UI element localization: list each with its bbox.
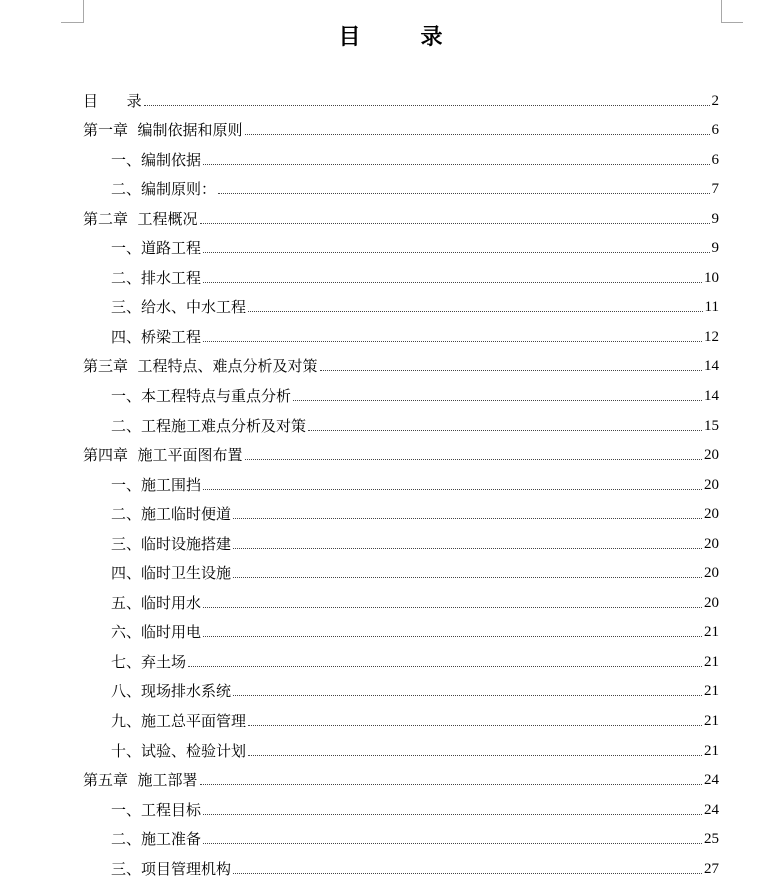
toc-dot-leader	[203, 281, 702, 283]
toc-entry[interactable]	[83, 582, 719, 612]
toc-dot-leader	[203, 251, 709, 253]
toc-entry-page-number: 27	[704, 860, 719, 877]
toc-entry-page-number: 24	[704, 772, 719, 789]
toc-dot-leader	[218, 192, 709, 194]
toc-entry[interactable]	[83, 287, 719, 317]
toc-entry[interactable]	[83, 435, 719, 465]
toc-entry[interactable]	[83, 80, 719, 110]
toc-dot-leader	[233, 547, 702, 549]
toc-entry-page-number: 21	[704, 683, 719, 700]
toc-entry[interactable]	[83, 346, 719, 376]
toc-entry-page-number: 21	[704, 624, 719, 641]
toc-entry-label: 一、道路工程	[111, 239, 202, 258]
toc-entry-page-number: 9	[711, 210, 719, 227]
toc-entry-page-number: 20	[704, 535, 719, 552]
toc-entry-page-number: 11	[704, 299, 719, 316]
toc-entry-page-number: 12	[704, 328, 719, 345]
toc-entry[interactable]	[83, 819, 719, 849]
toc-entry-page-number: 25	[704, 831, 719, 848]
toc-entry[interactable]	[83, 228, 719, 258]
toc-entry[interactable]	[83, 169, 719, 199]
toc-entry[interactable]	[83, 257, 719, 287]
toc-dot-leader	[188, 665, 702, 667]
toc-dot-leader	[203, 488, 702, 490]
toc-dot-leader	[203, 813, 702, 815]
toc-entry-label: 第一章 编制依据和原则	[83, 121, 243, 140]
toc-entry-label: 九、施工总平面管理	[111, 712, 247, 731]
toc-entry[interactable]	[83, 198, 719, 228]
toc-entry-label: 第二章 工程概况	[83, 209, 198, 228]
page-title: 目 录	[338, 25, 445, 50]
toc-dot-leader	[245, 458, 702, 460]
toc-entry-label: 六、临时用电	[111, 623, 202, 642]
toc-entry-label: 七、弃土场	[111, 652, 187, 671]
toc-entry-label: 三、给水、中水工程	[111, 298, 247, 317]
toc-entry-page-number: 20	[704, 594, 719, 611]
toc-entry-page-number: 20	[704, 565, 719, 582]
table-of-contents	[83, 80, 719, 878]
toc-dot-leader	[233, 694, 702, 696]
toc-dot-leader	[248, 310, 703, 312]
toc-entry-label: 三、临时设施搭建	[111, 534, 232, 553]
toc-entry-label: 十、试验、检验计划	[111, 741, 247, 760]
toc-entry[interactable]	[83, 523, 719, 553]
toc-entry-page-number: 9	[711, 240, 719, 257]
toc-entry-page-number: 7	[711, 181, 719, 198]
toc-entry-label: 一、工程目标	[111, 800, 202, 819]
toc-entry-page-number: 10	[704, 269, 719, 286]
toc-entry-page-number: 20	[704, 476, 719, 493]
toc-entry[interactable]	[83, 464, 719, 494]
toc-entry-page-number: 21	[704, 653, 719, 670]
toc-dot-leader	[248, 724, 702, 726]
toc-entry[interactable]	[83, 405, 719, 435]
toc-dot-leader	[200, 783, 702, 785]
toc-dot-leader	[203, 340, 702, 342]
toc-entry[interactable]	[83, 730, 719, 760]
toc-entry[interactable]	[83, 700, 719, 730]
toc-dot-leader	[320, 369, 702, 371]
toc-entry-page-number: 24	[704, 801, 719, 818]
toc-dot-leader	[233, 517, 702, 519]
toc-entry-label: 第四章 施工平面图布置	[83, 446, 243, 465]
toc-entry[interactable]	[83, 641, 719, 671]
toc-entry[interactable]	[83, 139, 719, 169]
toc-dot-leader	[200, 222, 710, 224]
toc-entry[interactable]	[83, 110, 719, 140]
toc-entry-label: 目 录	[83, 91, 142, 110]
toc-entry-label: 五、临时用水	[111, 593, 202, 612]
toc-dot-leader	[245, 133, 710, 135]
toc-entry-label: 二、编制原则：	[111, 180, 217, 199]
toc-entry[interactable]	[83, 494, 719, 524]
toc-entry-label: 第五章 施工部署	[83, 771, 198, 790]
toc-entry-page-number: 6	[711, 122, 719, 139]
toc-entry-label: 二、施工临时便道	[111, 505, 232, 524]
toc-entry-page-number: 14	[704, 388, 719, 405]
toc-entry-page-number: 6	[711, 151, 719, 168]
toc-entry[interactable]	[83, 612, 719, 642]
toc-entry[interactable]	[83, 671, 719, 701]
toc-entry-page-number: 20	[704, 447, 719, 464]
toc-entry-label: 二、工程施工难点分析及对策	[111, 416, 307, 435]
toc-entry[interactable]	[83, 760, 719, 790]
toc-entry-page-number: 21	[704, 713, 719, 730]
toc-entry-label: 四、临时卫生设施	[111, 564, 232, 583]
toc-dot-leader	[144, 104, 710, 106]
toc-entry-label: 一、施工围挡	[111, 475, 202, 494]
toc-entry[interactable]	[83, 848, 719, 878]
toc-entry-label: 四、桥梁工程	[111, 327, 202, 346]
toc-entry[interactable]	[83, 789, 719, 819]
toc-dot-leader	[203, 606, 702, 608]
toc-entry-label: 二、施工准备	[111, 830, 202, 849]
toc-entry[interactable]	[83, 553, 719, 583]
toc-dot-leader	[203, 842, 702, 844]
toc-entry-page-number: 21	[704, 742, 719, 759]
toc-dot-leader	[293, 399, 702, 401]
toc-dot-leader	[248, 754, 702, 756]
toc-entry[interactable]	[83, 316, 719, 346]
toc-entry-label: 一、编制依据	[111, 150, 202, 169]
toc-entry-page-number: 2	[711, 92, 719, 109]
toc-entry-page-number: 15	[704, 417, 719, 434]
toc-entry[interactable]	[83, 375, 719, 405]
toc-dot-leader	[203, 635, 702, 637]
toc-entry-label: 第三章 工程特点、难点分析及对策	[83, 357, 318, 376]
toc-dot-leader	[233, 576, 702, 578]
toc-dot-leader	[233, 872, 702, 874]
toc-entry-page-number: 14	[704, 358, 719, 375]
toc-entry-label: 三、项目管理机构	[111, 859, 232, 878]
toc-dot-leader	[308, 429, 702, 431]
toc-entry-label: 八、现场排水系统	[111, 682, 232, 701]
toc-entry-label: 一、本工程特点与重点分析	[111, 387, 292, 406]
toc-entry-label: 二、排水工程	[111, 268, 202, 287]
toc-entry-page-number: 20	[704, 506, 719, 523]
toc-dot-leader	[203, 163, 709, 165]
